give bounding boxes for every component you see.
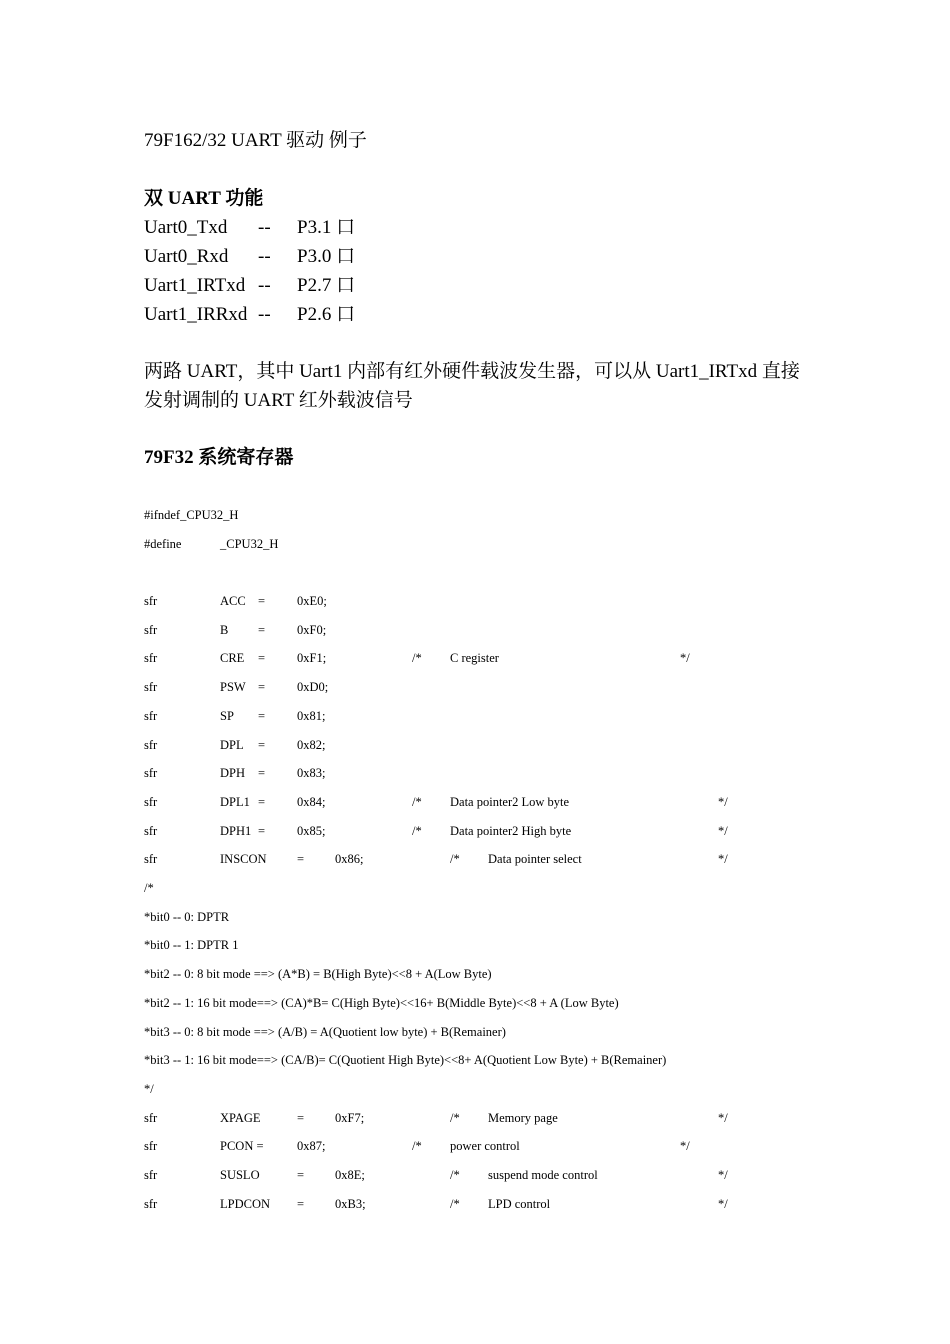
equals-sign: = <box>258 709 266 723</box>
sfr-keyword: sfr <box>144 766 158 780</box>
sfr-keyword: sfr <box>144 709 158 723</box>
register-name: DPL1 <box>220 795 250 809</box>
code-define-keyword: #define <box>144 537 182 551</box>
register-address: 0xF7; <box>335 1111 365 1125</box>
register-name: LPDCON <box>220 1197 271 1211</box>
document-title: 79F162/32 UART 驱动 例子 <box>144 130 367 151</box>
comment-close: */ <box>680 1139 690 1153</box>
register-comment: C register <box>450 651 499 665</box>
register-address: 0x87; <box>297 1139 326 1153</box>
section-heading-dual-uart: 双 UART 功能 <box>144 188 264 209</box>
pin-name: Uart1_IRRxd <box>144 304 248 325</box>
comment-close: */ <box>718 852 728 866</box>
equals-sign: = <box>258 680 266 694</box>
register-address: 0x84; <box>297 795 326 809</box>
sfr-keyword: sfr <box>144 824 158 838</box>
register-comment: LPD control <box>488 1197 551 1211</box>
register-address: 0x83; <box>297 766 326 780</box>
register-address: 0xB3; <box>335 1197 366 1211</box>
equals-sign: = <box>297 1111 305 1125</box>
comment-close: */ <box>718 824 728 838</box>
pin-name: Uart0_Txd <box>144 217 228 238</box>
equals-sign: = <box>258 766 266 780</box>
comment-text: *bit0 -- 0: DPTR <box>144 910 230 924</box>
uart-description-paragraph: 两路 UART，其中 Uart1 内部有红外硬件载波发生器，可以从 Uart1_IRTxd 直接发射调制的 UART 红外载波信号 <box>144 361 800 411</box>
register-comment: Data pointer2 High byte <box>450 824 572 838</box>
sfr-keyword: sfr <box>144 738 158 752</box>
register-address: 0xF1; <box>297 651 327 665</box>
register-address: 0xF0; <box>297 623 327 637</box>
equals-sign: = <box>258 795 266 809</box>
pin-port: P2.6 口 <box>297 304 356 325</box>
sfr-keyword: sfr <box>144 623 158 637</box>
register-name: SP <box>220 709 234 723</box>
comment-open: /* <box>412 824 422 838</box>
comment-close: */ <box>718 1168 728 1182</box>
register-address: 0xD0; <box>297 680 329 694</box>
pin-separator: -- <box>258 304 271 325</box>
code-define-value: _CPU32_H <box>220 537 279 551</box>
register-name: PCON = <box>220 1139 264 1153</box>
register-name: DPH <box>220 766 246 780</box>
pin-port: P2.7 口 <box>297 275 356 296</box>
register-address: 0xE0; <box>297 594 327 608</box>
equals-sign: = <box>258 738 266 752</box>
register-address: 0x8E; <box>335 1168 365 1182</box>
pin-separator: -- <box>258 246 271 267</box>
comment-text: *bit2 -- 1: 16 bit mode==> (CA)*B= C(High Byte)<<16+ B(Middle Byte)<<8 + A (Low Byte) <box>144 996 619 1010</box>
comment-open: /* <box>450 852 460 866</box>
pin-separator: -- <box>258 275 271 296</box>
equals-sign: = <box>297 1168 305 1182</box>
register-name: XPAGE <box>220 1111 261 1125</box>
sfr-keyword: sfr <box>144 651 158 665</box>
comment-open: /* <box>450 1197 460 1211</box>
equals-sign: = <box>297 852 305 866</box>
comment-close: */ <box>718 1197 728 1211</box>
equals-sign: = <box>297 1197 305 1211</box>
comment-text: *bit2 -- 0: 8 bit mode ==> (A*B) = B(High Byte)<<8 + A(Low Byte) <box>144 967 492 981</box>
sfr-keyword: sfr <box>144 795 158 809</box>
register-comment: power control <box>450 1139 520 1153</box>
section-heading-system-registers: 79F32 系统寄存器 <box>144 447 294 468</box>
register-address: 0x82; <box>297 738 326 752</box>
comment-text: *bit3 -- 1: 16 bit mode==> (CA/B)= C(Quotient High Byte)<<8+ A(Quotient Low Byte) + B(Remainer) <box>144 1053 667 1067</box>
register-name: B <box>220 623 229 637</box>
pin-name: Uart0_Rxd <box>144 246 229 267</box>
sfr-keyword: sfr <box>144 1139 158 1153</box>
comment-text: *bit3 -- 0: 8 bit mode ==> (A/B) = A(Quotient low byte) + B(Remainer) <box>144 1025 506 1039</box>
comment-open: /* <box>450 1168 460 1182</box>
equals-sign: = <box>258 623 266 637</box>
comment-open: /* <box>412 651 422 665</box>
register-name: CRE <box>220 651 245 665</box>
pin-port: P3.1 口 <box>297 217 356 238</box>
register-name: DPH1 <box>220 824 252 838</box>
register-name: INSCON <box>220 852 267 866</box>
sfr-keyword: sfr <box>144 1111 158 1125</box>
register-comment: Data pointer select <box>488 852 582 866</box>
equals-sign: = <box>258 651 266 665</box>
sfr-keyword: sfr <box>144 1168 158 1182</box>
register-name: DPL <box>220 738 244 752</box>
equals-sign: = <box>258 594 266 608</box>
code-ifndef: #ifndef_CPU32_H <box>144 508 239 522</box>
comment-text: *bit0 -- 1: DPTR 1 <box>144 938 239 952</box>
comment-open: /* <box>450 1111 460 1125</box>
sfr-keyword: sfr <box>144 594 158 608</box>
comment-close: */ <box>680 651 690 665</box>
register-name: PSW <box>220 680 246 694</box>
comment-close: */ <box>718 1111 728 1125</box>
comment-open: /* <box>412 795 422 809</box>
equals-sign: = <box>258 824 266 838</box>
register-address: 0x81; <box>297 709 326 723</box>
register-name: ACC <box>220 594 246 608</box>
comment-text: */ <box>144 1082 154 1096</box>
pin-port: P3.0 口 <box>297 246 356 267</box>
sfr-keyword: sfr <box>144 1197 158 1211</box>
register-comment: Data pointer2 Low byte <box>450 795 570 809</box>
comment-text: /* <box>144 881 154 895</box>
sfr-keyword: sfr <box>144 680 158 694</box>
comment-close: */ <box>718 795 728 809</box>
register-address: 0x85; <box>297 824 326 838</box>
register-comment: Memory page <box>488 1111 558 1125</box>
register-address: 0x86; <box>335 852 364 866</box>
register-name: SUSLO <box>220 1168 260 1182</box>
pin-separator: -- <box>258 217 271 238</box>
sfr-keyword: sfr <box>144 852 158 866</box>
comment-open: /* <box>412 1139 422 1153</box>
pin-name: Uart1_IRTxd <box>144 275 246 296</box>
register-comment: suspend mode control <box>488 1168 598 1182</box>
